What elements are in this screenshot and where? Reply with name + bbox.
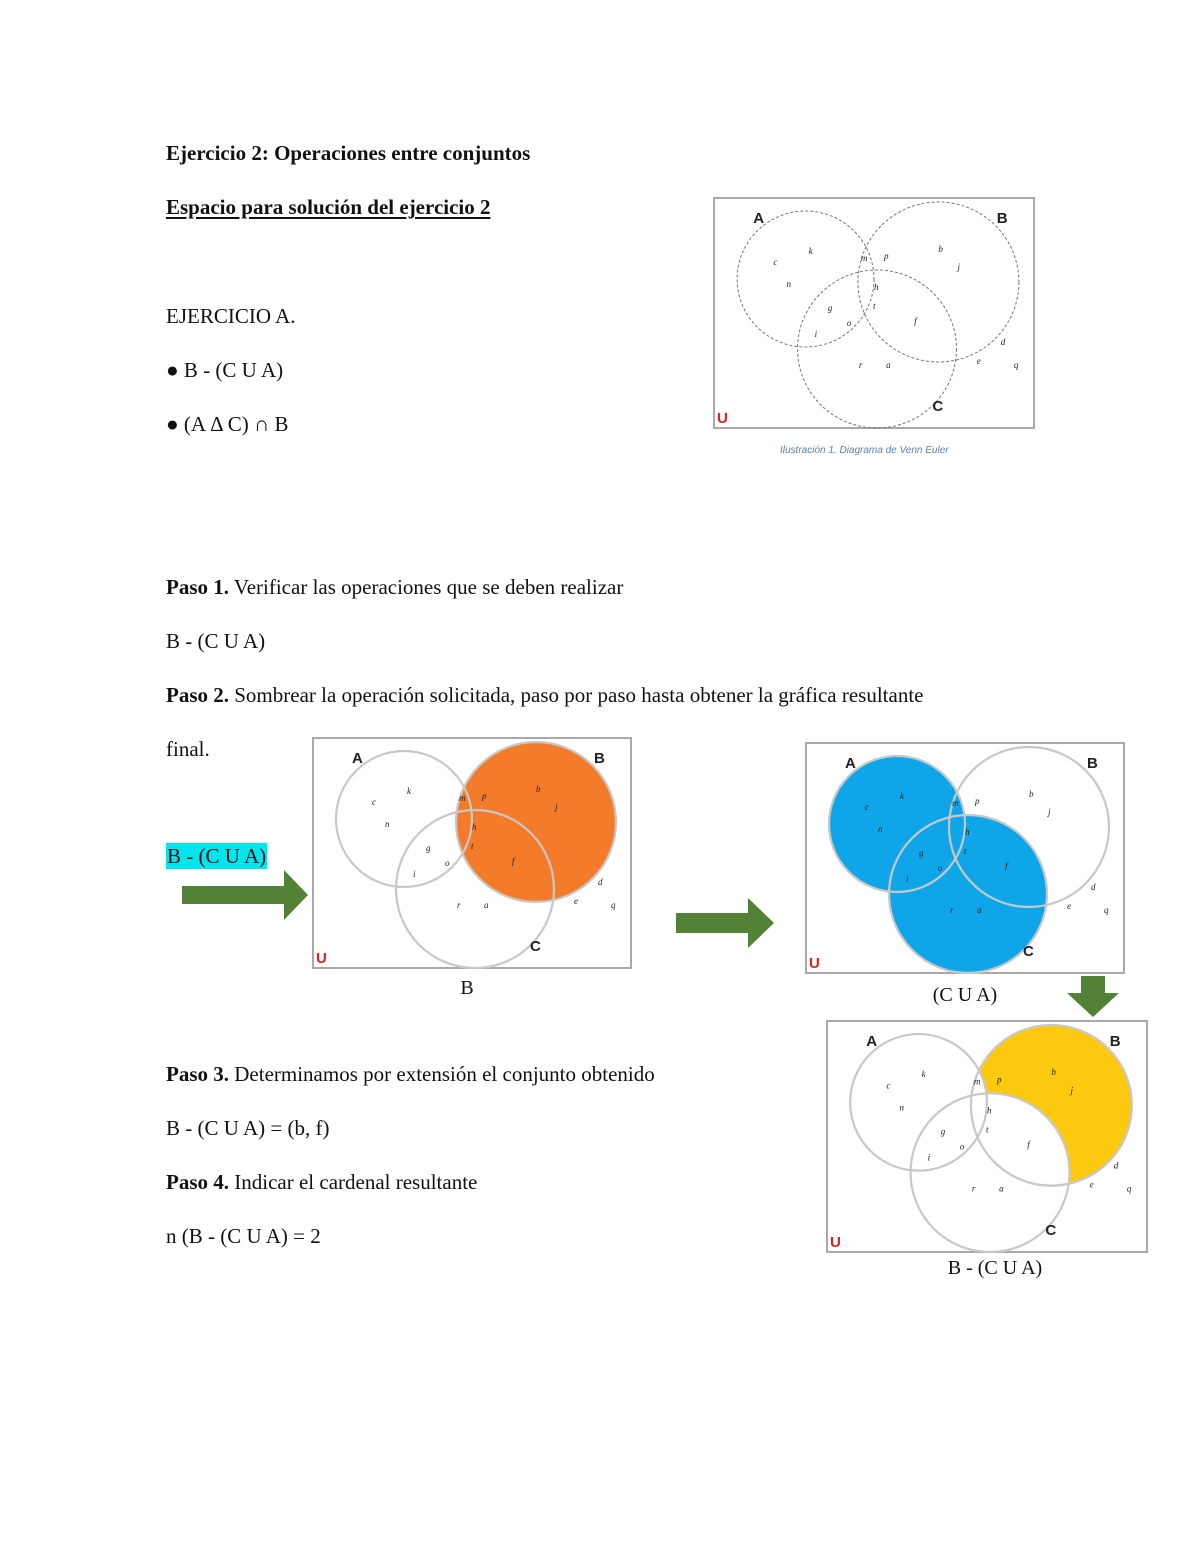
set-element: f xyxy=(1027,1139,1030,1150)
set-element: c xyxy=(773,257,778,267)
set-element: e xyxy=(1089,1179,1094,1190)
step-3-label: Paso 3. xyxy=(166,1062,229,1086)
set-element: h xyxy=(987,1105,992,1116)
set-element: k xyxy=(808,246,813,256)
set-element: p xyxy=(884,251,889,261)
set-label-c: C xyxy=(932,398,944,415)
set-element: d xyxy=(598,877,603,887)
set-element: t xyxy=(471,841,474,851)
step-2-text-continued: final. xyxy=(166,737,210,761)
set-element: e xyxy=(1067,901,1071,911)
set-element: f xyxy=(1005,861,1008,871)
set-element: r xyxy=(950,905,954,915)
set-element: k xyxy=(900,791,904,801)
venn-svg xyxy=(805,742,1125,974)
set-element: h xyxy=(874,282,879,292)
arrow-right-icon xyxy=(182,870,310,920)
set-element: b xyxy=(938,244,943,254)
set-label-c: C xyxy=(1023,943,1034,960)
arrow-right-icon xyxy=(676,898,776,948)
set-element: q xyxy=(1104,905,1109,915)
set-element: a xyxy=(886,360,891,370)
set-label-c: C xyxy=(1045,1221,1057,1239)
set-element: i xyxy=(413,869,416,879)
solution-space-heading: Espacio para solución del ejercicio 2 xyxy=(166,195,491,219)
exercise-title: Ejercicio 2: Operaciones entre conjuntos xyxy=(166,141,531,165)
set-element: i xyxy=(814,329,818,339)
set-element: m xyxy=(952,798,959,808)
set-label-a: A xyxy=(845,755,856,772)
set-element: f xyxy=(512,856,515,866)
set-element: n xyxy=(878,824,883,834)
step-2-label: Paso 2. xyxy=(166,683,229,707)
set-element: c xyxy=(886,1080,891,1091)
set-element: g xyxy=(940,1126,946,1137)
venn-svg xyxy=(713,197,1035,429)
set-element: g xyxy=(919,848,924,858)
set-element: t xyxy=(985,1124,989,1135)
set-element: b xyxy=(1029,789,1034,799)
set-element: d xyxy=(1113,1160,1119,1171)
set-label-a: A xyxy=(866,1033,878,1051)
set-element: m xyxy=(973,1076,981,1087)
set-element: o xyxy=(959,1141,965,1152)
set-element: r xyxy=(457,900,461,910)
bullet-item-1: ● B - (C U A) xyxy=(166,358,284,382)
set-element: n xyxy=(385,819,390,829)
caption-result: B - (C U A) xyxy=(947,1257,1043,1279)
set-element: g xyxy=(827,303,833,313)
set-label-b: B xyxy=(594,750,605,767)
universe-label: U xyxy=(809,955,820,972)
step-2 xyxy=(166,685,923,706)
arrow-right-icon xyxy=(676,898,774,948)
figure-caption: Ilustración 1. Diagrama de Venn Euler xyxy=(780,445,949,456)
step-4-label: Paso 4. xyxy=(166,1170,229,1194)
arrow-right-icon xyxy=(182,870,308,920)
set-element: p xyxy=(997,1074,1002,1085)
set-element: t xyxy=(964,846,967,856)
set-element: k xyxy=(407,786,411,796)
venn-svg xyxy=(826,1020,1148,1253)
set-element: p xyxy=(975,796,980,806)
set-element: j xyxy=(957,262,961,272)
step-1-text: Verificar las operaciones que se deben realizar xyxy=(229,575,624,599)
set-element: a xyxy=(977,905,982,915)
set-element: o xyxy=(938,863,943,873)
set-label-a: A xyxy=(352,750,363,767)
set-element: a xyxy=(999,1183,1004,1194)
set-label-b: B xyxy=(1109,1033,1121,1051)
step-1-expression: B - (C U A) xyxy=(166,629,266,653)
universe-label: U xyxy=(830,1233,841,1251)
set-element: t xyxy=(872,301,876,311)
set-label-a: A xyxy=(753,210,765,227)
set-element: e xyxy=(574,896,578,906)
set-element: j xyxy=(1070,1085,1074,1096)
set-element: c xyxy=(865,802,869,812)
set-element: h xyxy=(472,822,477,832)
set-element: o xyxy=(846,318,852,328)
set-element: b xyxy=(1051,1067,1056,1078)
step-1-label: Paso 1. xyxy=(166,575,229,599)
venn-diagram-original xyxy=(713,197,1035,429)
step-4-text: Indicar el cardenal resultante xyxy=(229,1170,478,1194)
set-element: b xyxy=(536,784,541,794)
set-element: p xyxy=(482,791,487,801)
venn-diagram-b xyxy=(312,737,632,969)
universe-label: U xyxy=(717,410,728,427)
highlight-span: B - (C U A) xyxy=(167,844,267,868)
step-3 xyxy=(166,1064,655,1085)
caption-b: B xyxy=(460,977,474,999)
set-element: h xyxy=(965,827,970,837)
set-element: q xyxy=(611,900,616,910)
set-element: a xyxy=(484,900,489,910)
universe-label: U xyxy=(316,950,327,967)
set-element: r xyxy=(971,1183,976,1194)
caption-cua: (C U A) xyxy=(932,984,998,1006)
step-3-text: Determinamos por extensión el conjunto obtenido xyxy=(229,1062,655,1086)
universe-frame xyxy=(714,198,1034,428)
set-element: q xyxy=(1013,360,1019,370)
set-element: c xyxy=(372,797,376,807)
set-element: d xyxy=(1000,337,1006,347)
set-label-c: C xyxy=(530,938,541,955)
set-element: j xyxy=(555,802,558,812)
step-1 xyxy=(166,577,623,598)
set-element: i xyxy=(906,874,909,884)
set-element: n xyxy=(899,1102,904,1113)
set-element: g xyxy=(426,843,431,853)
set-element: j xyxy=(1048,807,1051,817)
set-element: o xyxy=(445,858,450,868)
step-2-text: Sombrear la operación solicitada, paso por paso hasta obtener la gráfica resultante xyxy=(229,683,924,707)
venn-diagram-result xyxy=(826,1020,1148,1253)
set-element: k xyxy=(921,1069,926,1080)
step-3-expression: B - (C U A) = (b, f) xyxy=(166,1116,330,1140)
set-label-b: B xyxy=(996,210,1008,227)
set-element: d xyxy=(1091,882,1096,892)
set-element: n xyxy=(786,279,791,289)
venn-svg xyxy=(312,737,632,969)
set-element: m xyxy=(459,793,466,803)
step-4-expression: n (B - (C U A) = 2 xyxy=(166,1224,321,1248)
set-element: q xyxy=(1126,1183,1132,1194)
set-element: e xyxy=(976,356,981,366)
set-element: i xyxy=(927,1152,931,1163)
step-4 xyxy=(166,1172,477,1193)
set-element: m xyxy=(860,253,868,263)
exercise-label: EJERCICIO A. xyxy=(166,304,296,328)
set-label-b: B xyxy=(1087,755,1098,772)
highlighted-expression xyxy=(166,846,267,867)
set-element: r xyxy=(858,360,863,370)
venn-diagram-cua xyxy=(805,742,1125,974)
bullet-item-2: ● (A Δ C) ∩ B xyxy=(166,412,289,436)
set-element: f xyxy=(914,316,917,326)
